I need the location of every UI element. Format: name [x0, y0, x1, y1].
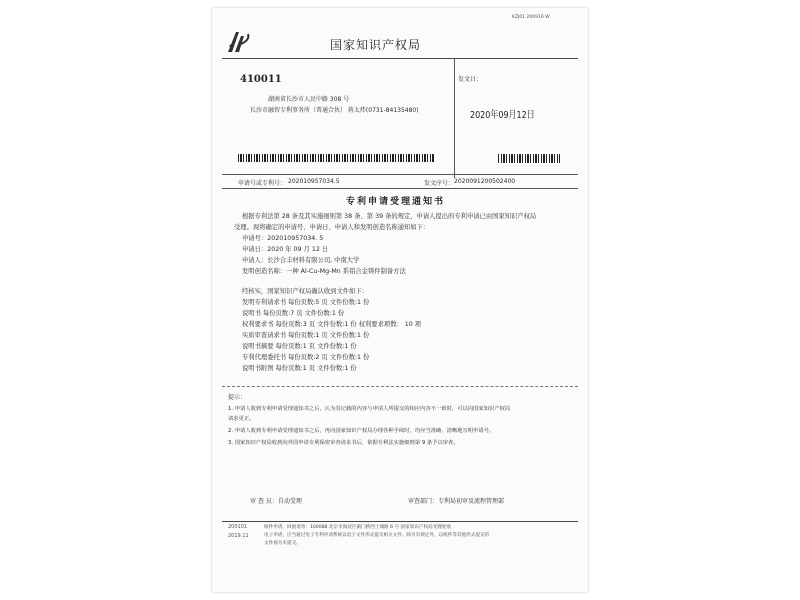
notice-title: 专利申请受理通知书	[346, 197, 446, 207]
issue-date-label: 发文日：	[458, 76, 483, 83]
document-item: 发明专利请求书 每份页数:5 页 文件份数:1 份	[242, 299, 370, 306]
serial-no: 2020091200502400	[454, 178, 516, 185]
footer-note-2: 电子申请，应当通过电子专利申请系统以电子文件形式提交相关文件。除另有规定外，以纸件等其他形式提交的	[264, 533, 490, 538]
tip-item: 请求更正。	[228, 416, 255, 422]
address-divider	[454, 58, 455, 178]
footer-rule	[222, 521, 578, 522]
tips-separator	[222, 386, 578, 387]
tips-label: 提示：	[228, 394, 247, 401]
postcode: 410011	[240, 74, 282, 85]
application-no-label: 申请号或专利号：	[238, 180, 287, 187]
document-item: 专利代理委托书 每份页数:2 页 文件份数:1 份	[242, 354, 370, 361]
docs-intro: 经核实，国家知识产权局确认收到文件如下：	[242, 288, 368, 295]
refs-bottom-rule	[222, 188, 578, 189]
field-label: 申请号：	[242, 235, 268, 242]
document-item: 权利要求书 每份页数:3 页 文件份数:1 份 权利要求项数： 10 项	[242, 321, 422, 328]
address-barcode	[238, 154, 434, 162]
field-application-date	[242, 244, 328, 253]
footer-note-1: 纸件申请，回函请寄：100088 北京市海淀区蓟门桥西土城路 6 号 国家知识产权局受理处收	[264, 525, 452, 530]
department-label: 审查部门：	[408, 498, 439, 505]
corner-code: KZJ01 200916 W	[512, 15, 550, 20]
field-application-no	[242, 233, 323, 242]
field-label: 发明创造名称：	[242, 268, 287, 275]
office-title: 国家知识产权局	[330, 38, 422, 52]
intro-line-2: 受理。现将确定的申请号、申请日、申请人和发明创造名称通知如下：	[234, 224, 430, 231]
document-item: 说明书附图 每份页数:1 页 文件份数:1 份	[242, 365, 357, 372]
tip-item: 3. 国家知识产权局收到向外国申请专利保密审查请求书后，依据专利法实施细则第 9 条予以审查。	[228, 440, 459, 446]
address-line-1: 湖南省长沙市人民中路 308 号	[268, 96, 350, 103]
department-value: 专利局初审及流程管理部	[438, 498, 505, 505]
serial-barcode	[498, 154, 560, 163]
refs-top-rule	[222, 174, 578, 175]
examiner-value: 自动受理	[277, 498, 302, 505]
header-rule	[222, 58, 578, 59]
application-no: 202010957034.5	[288, 178, 340, 185]
field-value: 一种 Al-Cu-Mg-Mn 系铝合金铸件制备方法	[286, 268, 406, 275]
field-label: 申请日：	[242, 246, 268, 253]
notice-document	[212, 8, 588, 592]
issue-date: 2020年09月12日	[470, 110, 535, 121]
tip-item: 1. 申请人收到专利申请受理通知书之后，认为其记载的内容与申请人所提交的相应内容不一致时，可以向国家知识产权局	[228, 406, 511, 412]
field-value: 202010957034. 5	[267, 235, 324, 242]
document-item: 实质审查请求书 每份页数:1 页 文件份数:1 份	[242, 332, 370, 339]
field-invention-title	[242, 266, 406, 275]
address-line-2: 长沙市融智专利事务所（普通合伙） 蒋太炜(0731-84135480)	[250, 107, 419, 114]
field-value: 长沙合丰材料有限公司, 中南大学	[267, 257, 360, 264]
footer-note-3: 文件视为未提交。	[264, 541, 301, 546]
cnipa-logo	[226, 30, 252, 54]
document-item: 说明书摘要 每份页数:1 页 文件份数:1 份	[242, 343, 357, 350]
intro-line-1: 根据专利法第 28 条及其实施细则第 38 条、第 39 条的规定，申请人提出的专利申请已由国家知识产权局	[242, 213, 537, 220]
examiner	[250, 496, 302, 505]
form-code: 200101	[228, 524, 248, 530]
form-date: 2019.11	[228, 533, 249, 539]
department	[408, 496, 504, 505]
examiner-label: 审 查 员：	[250, 498, 278, 505]
field-applicant	[242, 255, 359, 264]
tip-item: 2. 申请人收到专利申请受理通知书之后，再向国家知识产权局办理各种手续时，均应当准确、清晰地写明申请号。	[228, 428, 495, 434]
serial-label: 发文序号：	[424, 180, 455, 187]
document-item: 说明书 每份页数:7 页 文件份数:1 份	[242, 310, 345, 317]
field-value: 2020 年 09 月 12 日	[267, 246, 329, 253]
field-label: 申请人：	[242, 257, 268, 264]
